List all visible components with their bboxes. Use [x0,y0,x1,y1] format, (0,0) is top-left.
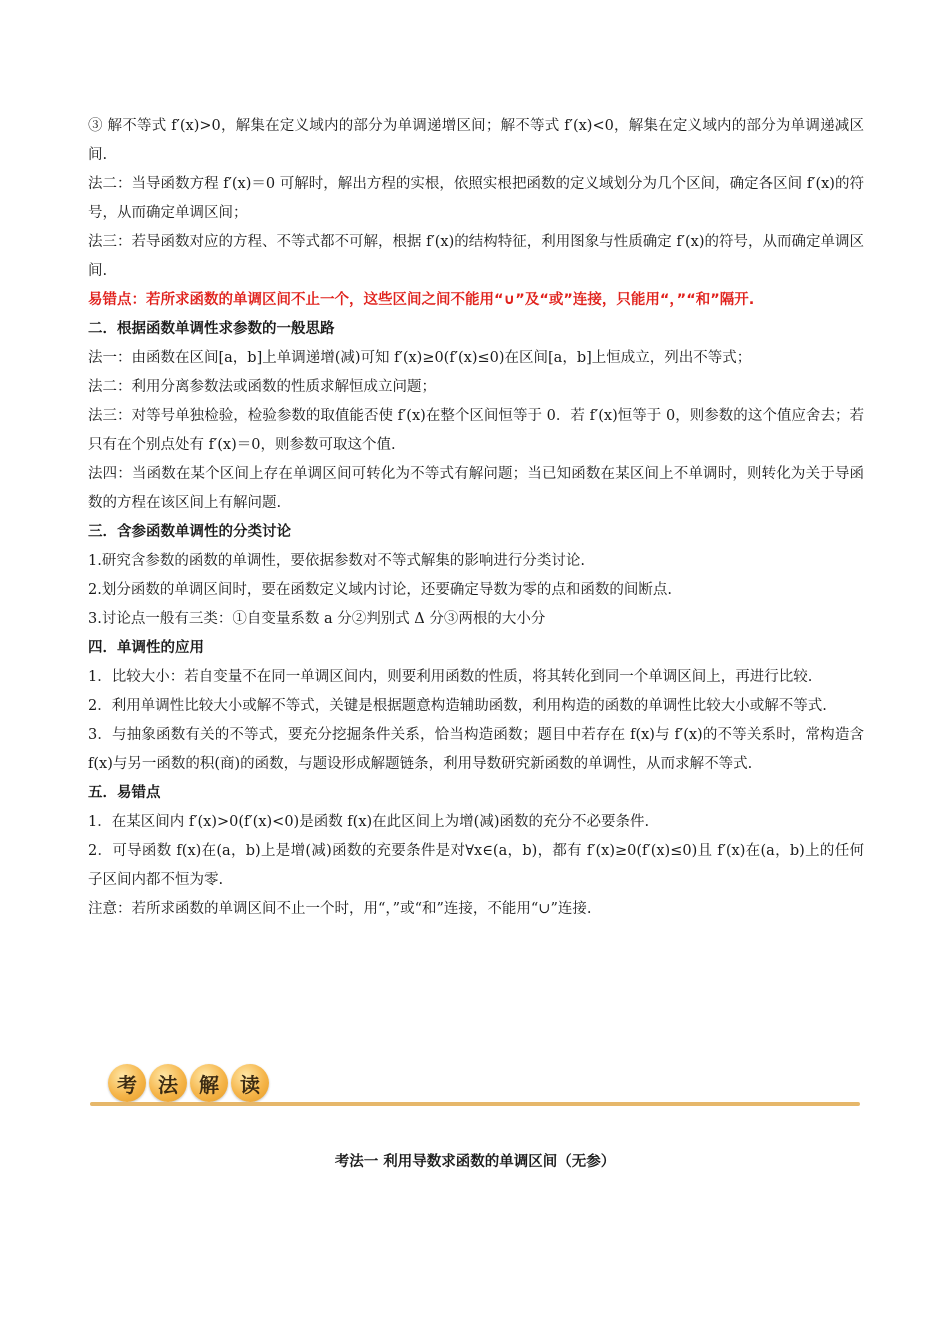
list-item: 2．可导函数 f(x)在(a，b)上是增(减)函数的充要条件是对∀x∈(a，b)，都有 f′(x)≥0(f′(x)≤0)且 f′(x)在(a，b)上的任何子区间内都不恒为零. [88,843,864,888]
section-heading: 二．根据函数单调性求参数的一般思路 [88,321,335,337]
banner-underline [90,1102,860,1106]
list-item: 法四：当函数在某个区间上存在单调区间可转化为不等式有解问题；当已知函数在某区间上不单调时，则转化为关于导函数的方程在该区间上有解问题. [88,466,864,511]
paragraph: 法三：若导函数对应的方程、不等式都不可解，根据 f′(x)的结构特征，利用图象与性质确定 f′(x)的符号，从而确定单调区间. [88,234,865,279]
banner-badge-char: 读 [231,1064,269,1102]
banner-badge-char: 解 [190,1064,228,1102]
section-banner [90,1064,860,1108]
section-heading: 三．含参函数单调性的分类讨论 [88,524,291,540]
section-heading: 五．易错点 [88,785,161,801]
list-item: 2.划分函数的单调区间时，要在函数定义域内讨论，还要确定导数为零的点和函数的间断点. [88,582,672,598]
paragraph: 法二：当导函数方程 f′(x)＝0 可解时，解出方程的实根，依照实根把函数的定义域划分为几个区间，确定各区间 f′(x)的符号，从而确定单调区间； [88,176,864,221]
list-item: 注意：若所求函数的单调区间不止一个时，用“，”或“和”连接，不能用“∪”连接. [88,901,592,917]
section-heading: 四．单调性的应用 [88,640,204,656]
list-item: 2．利用单调性比较大小或解不等式，关键是根据题意构造辅助函数，利用构造的函数的单调性比较大小或解不等式. [88,698,827,714]
section-subtitle: 考法一 利用导数求函数的单调区间（无参） [334,1154,616,1170]
list-item: 3．与抽象函数有关的不等式，要充分挖掘条件关系，恰当构造函数；题目中若存在 f(x)与 f′(x)的不等关系时，常构造含 f(x)与另一函数的积(商)的函数，与题设形成解题链条，利用导数研究新函数的单调性，从而求解不等式. [88,727,864,772]
list-item: 1．在某区间内 f′(x)>0(f′(x)<0)是函数 f(x)在此区间上为增(减)函数的充分不必要条件. [88,814,650,830]
banner-badge-char: 法 [149,1064,187,1102]
banner-badges [108,1064,269,1102]
list-item: 1.研究含参数的函数的单调性，要依据参数对不等式解集的影响进行分类讨论. [88,553,585,569]
banner-badge-char: 考 [108,1064,146,1102]
paragraph: ③ 解不等式 f′(x)>0，解集在定义域内的部分为单调递增区间；解不等式 f′(x)<0，解集在定义域内的部分为单调递减区间. [88,118,864,163]
warning-note: 易错点：若所求函数的单调区间不止一个，这些区间之间不能用“∪”及“或”连接，只能用“，”“和”隔开. [88,292,755,308]
list-item: 3.讨论点一般有三类：①自变量系数 a 分②判别式 Δ 分③两根的大小分 [88,611,546,627]
document-body [88,112,864,924]
list-item: 法一：由函数在区间[a，b]上单调递增(减)可知 f′(x)≥0(f′(x)≤0)在区间[a，b]上恒成立，列出不等式； [88,350,752,366]
list-item: 法三：对等号单独检验，检验参数的取值能否使 f′(x)在整个区间恒等于 0．若 f′(x)恒等于 0，则参数的这个值应舍去；若只有在个别点处有 f′(x)＝0，则参数可取这个值. [88,408,864,453]
list-item: 1．比较大小：若自变量不在同一单调区间内，则要利用函数的性质，将其转化到同一个单调区间上，再进行比较. [88,669,813,685]
list-item: 法二：利用分离参数法或函数的性质求解恒成立问题； [88,379,436,395]
